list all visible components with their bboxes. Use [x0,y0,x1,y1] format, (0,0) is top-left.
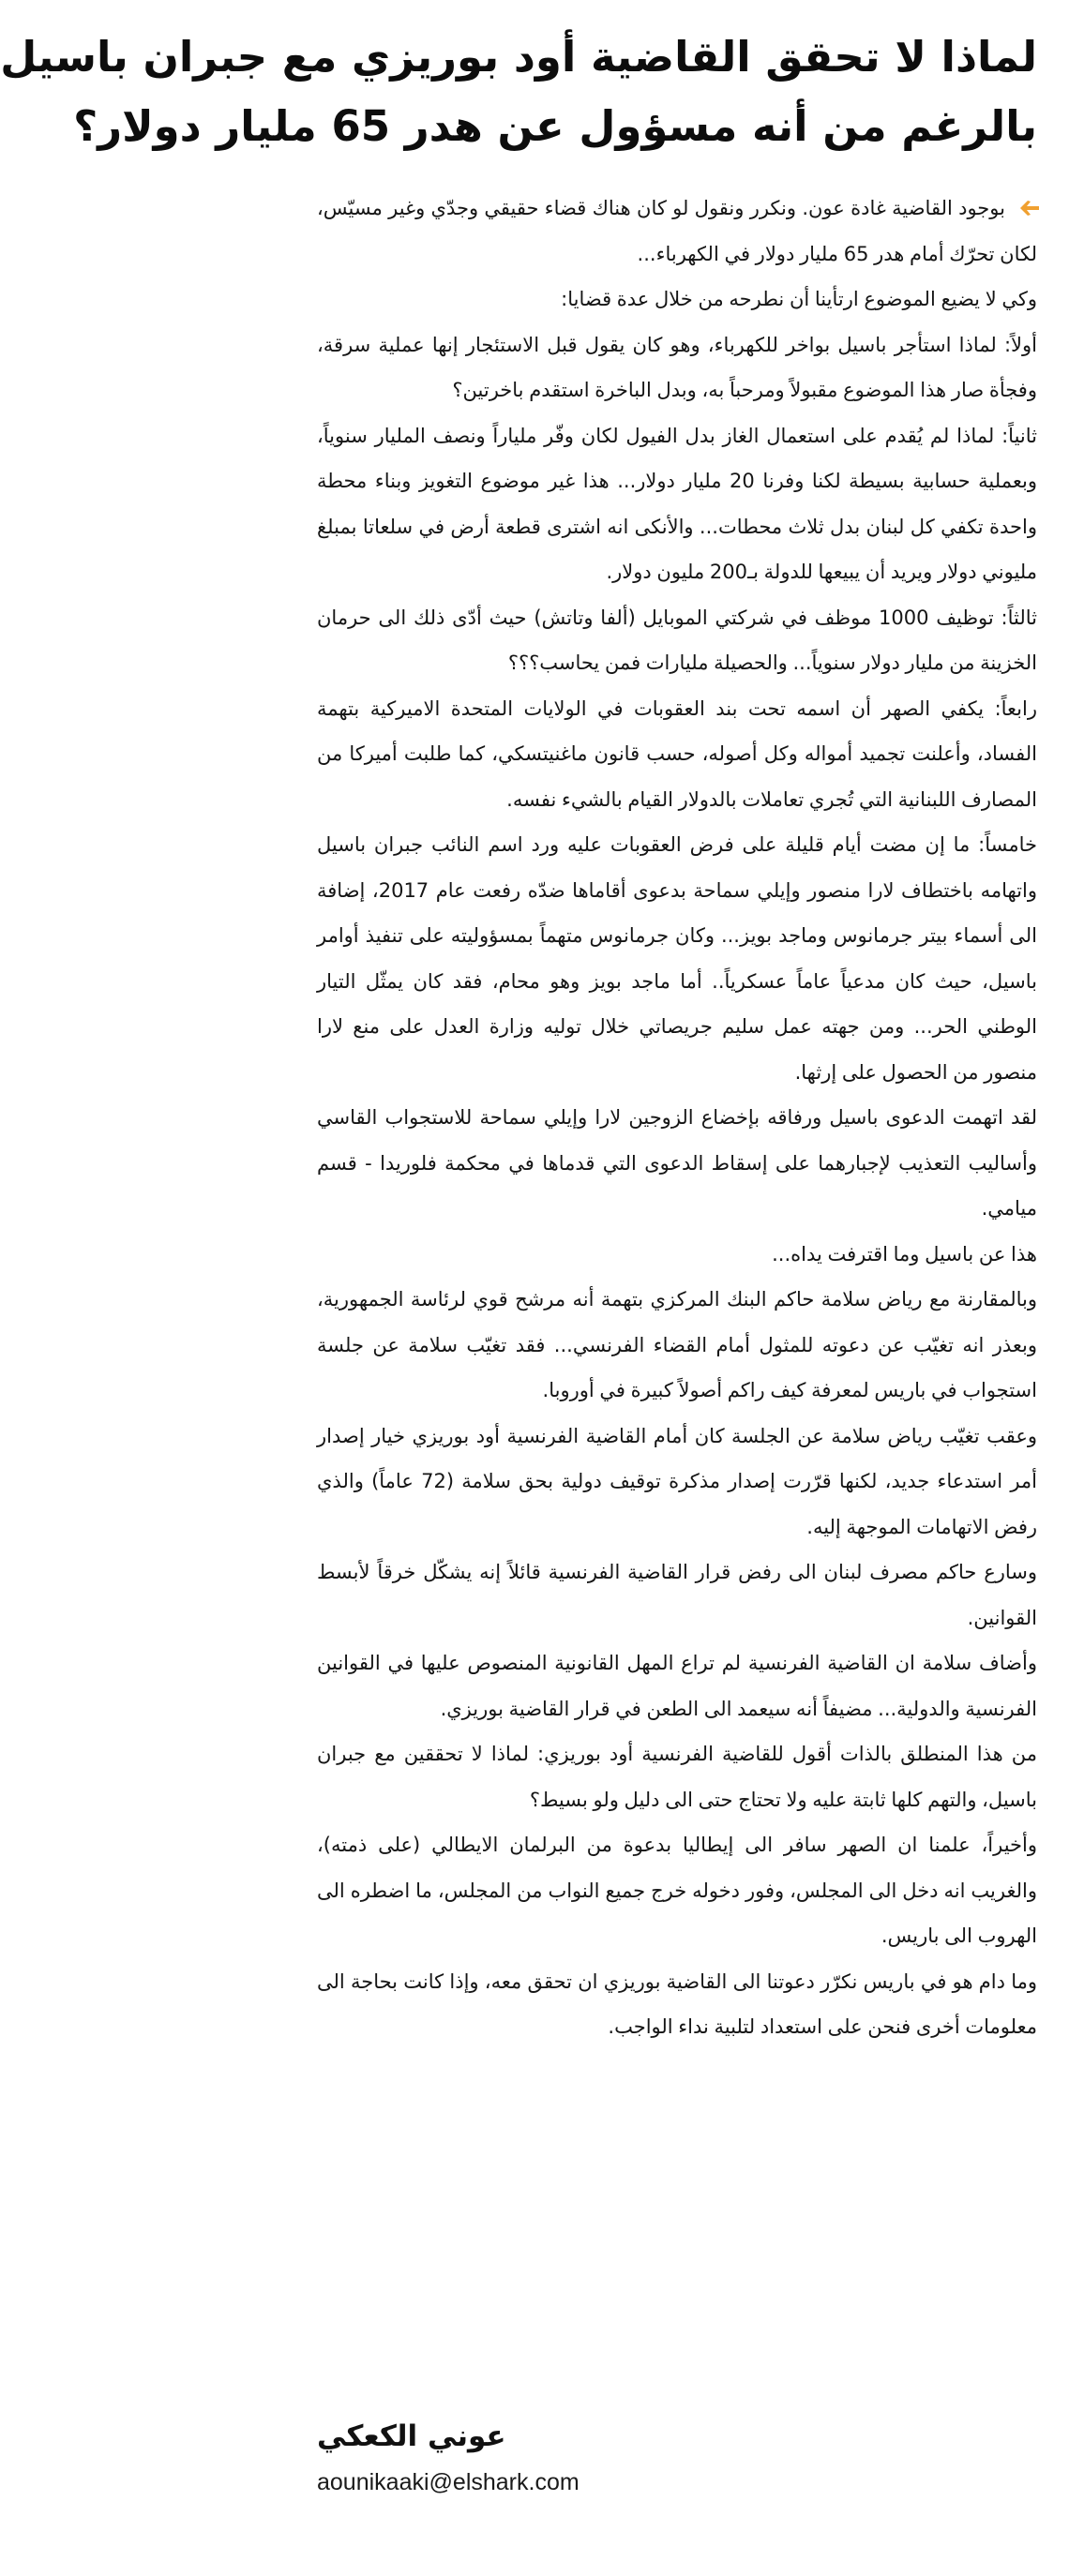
paragraph-3: أولاً: لماذا استأجر باسيل بواخر للكهرباء، وهو كان يقول قبل الاستئجار إنها عملية سرقة، وفجأة صار هذا الموضوع مقبولاً ومرحباً به، وبدل الباخرة استقدم باخرتين؟ [317,333,1037,401]
arrow-left-icon [1018,199,1041,217]
paragraph-12: وسارع حاكم مصرف لبنان الى رفض قرار القاضية الفرنسية قائلاً إنه يشكّل خرقاً لأبسط القوانين. [317,1561,1037,1629]
author-email: aounikaaki@elshark.com [317,2469,580,2495]
paragraph-10: وبالمقارنة مع رياض سلامة حاكم البنك المركزي بتهمة أنه مرشح قوي لرئاسة الجمهورية، وبعذر انه تغيّب عن دعوته للمثول أمام القضاء الفرنسي... فقد تغيّب سلامة عن جلسة استجواب في باريس لمعرفة كيف راكم أصولاً كبيرة في أوروبا. [317,1288,1037,1401]
paragraph-8: لقد اتهمت الدعوى باسيل ورفاقه بإخضاع الزوجين لارا وإيلي سماحة للاستجواب القاسي وأساليب التعذيب لإجبارهما على إسقاط الدعوى التي قدماها في محكمة فلوريدا - قسم ميامي. [317,1106,1037,1220]
paragraph-6: رابعاً: يكفي الصهر أن اسمه تحت بند العقوبات في الولايات المتحدة الاميركية بتهمة الفساد، وأعلنت تجميد أمواله وكل أصوله، حسب قانون ماغنيتسكي، كما طلبت أميركا من المصارف اللبنانية التي تُجري تعاملات بالدولار القيام بالشيء نفسه. [317,696,1037,811]
paragraph-13: وأضاف سلامة ان القاضية الفرنسية لم تراع المهل القانونية المنصوص عليها في القوانين الفرنسية والدولية... مضيفاً أنه سيعمد الى الطعن في قرار القاضية بوريزي. [317,1652,1037,1720]
paragraph-16: وما دام هو في باريس نكرّر دعوتنا الى القاضية بوريزي ان تحقق معه، وإذا كانت بحاجة الى معلومات أخرى فنحن على استعداد لتلبية نداء الواجب. [317,1969,1037,2038]
paragraph-15: وأخيراً، علمنا ان الصهر سافر الى إيطاليا بدعوة من البرلمان الايطالي (على ذمته)، والغريب انه دخل الى المجلس، وفور دخوله خرج جميع النواب من المجلس، ما اضطره الى الهروب الى باريس. [317,1834,1037,1947]
paragraph-1: بوجود القاضية غادة عون. ونكرر ونقول لو كان هناك قضاء حقيقي وجدّي وغير مسيّس، لكان تحرّك أمام هدر 65 مليار دولار في الكهرباء... [317,197,1037,265]
headline-line-2: بالرغم من أنه مسؤول عن هدر 65 مليار دولار؟ [73,101,1037,151]
author-signature [317,2413,580,2501]
paragraph-7: خامساً: ما إن مضت أيام قليلة على فرض العقوبات عليه ورد اسم النائب جبران باسيل واتهامه باختطاف لارا منصور وإيلي سماحة بدعوى أقاماها ضدّه رفعت عام 2017، إضافة الى أسماء بيتر جرمانوس وماجد بويز... وكان جرمانوس متهماً بمسؤوليته على تنفيذ أوامر باسيل، حيث كان مدعياً عاماً عسكرياً.. أما ماجد بويز وهو محام، فقد كان يمثّل التيار الوطني الحر... ومن جهته عمل سليم جريصاتي خلال توليه وزارة العدل على منع لارا منصور من الحصول على إرثها. [317,833,1037,1084]
paragraph-5: ثالثاً: توظيف 1000 موظف في شركتي الموبايل (ألفا وتاتش) حيث أدّى ذلك الى حرمان الخزينة من مليار دولار سنوياً... والحصيلة مليارات فمن يحاسب؟؟؟ [317,606,1037,674]
paragraph-14: من هذا المنطلق بالذات أقول للقاضية الفرنسية أود بوريزي: لماذا لا تحققين مع جبران باسيل، والتهم كلها ثابتة عليه ولا تحتاج حتى الى دليل ولو بسيط؟ [317,1743,1037,1811]
author-name: عوني الكعكي [317,2419,506,2453]
paragraph-11: وعقب تغيّب رياض سلامة عن الجلسة كان أمام القاضية الفرنسية أود بوريزي خيار إصدار أمر استدعاء جديد، لكنها قرّرت إصدار مذكرة توقيف دولية بحق سلامة (72 عاماً) والذي رفض الاتهامات الموجهة إليه. [317,1424,1037,1538]
headline-line-1: لماذا لا تحقق القاضية أود بوريزي مع جبران باسيل [0,32,1037,82]
article-body [317,186,1037,2050]
paragraph-9: هذا عن باسيل وما اقترفت يداه... [772,1242,1037,1266]
paragraph-4: ثانياً: لماذا لم يُقدم على استعمال الغاز بدل الفيول لكان وفّر ملياراً ونصف المليار سنوياً، وبعملية حسابية بسيطة لكنا وفرنا 20 مليار دولار... هذا غير موضوع التغويز وبناء محطة واحدة تكفي كل لبنان بدل ثلاث محطات... والأنكى انه اشترى قطعة أرض في سلعاتا بمبلغ مليوني دولار ويريد أن يبيعها للدولة بـ200 مليون دولار. [317,424,1037,583]
article-headline [0,22,1037,161]
paragraph-2: وكي لا يضيع الموضوع ارتأينا أن نطرحه من خلال عدة قضايا: [561,288,1037,310]
